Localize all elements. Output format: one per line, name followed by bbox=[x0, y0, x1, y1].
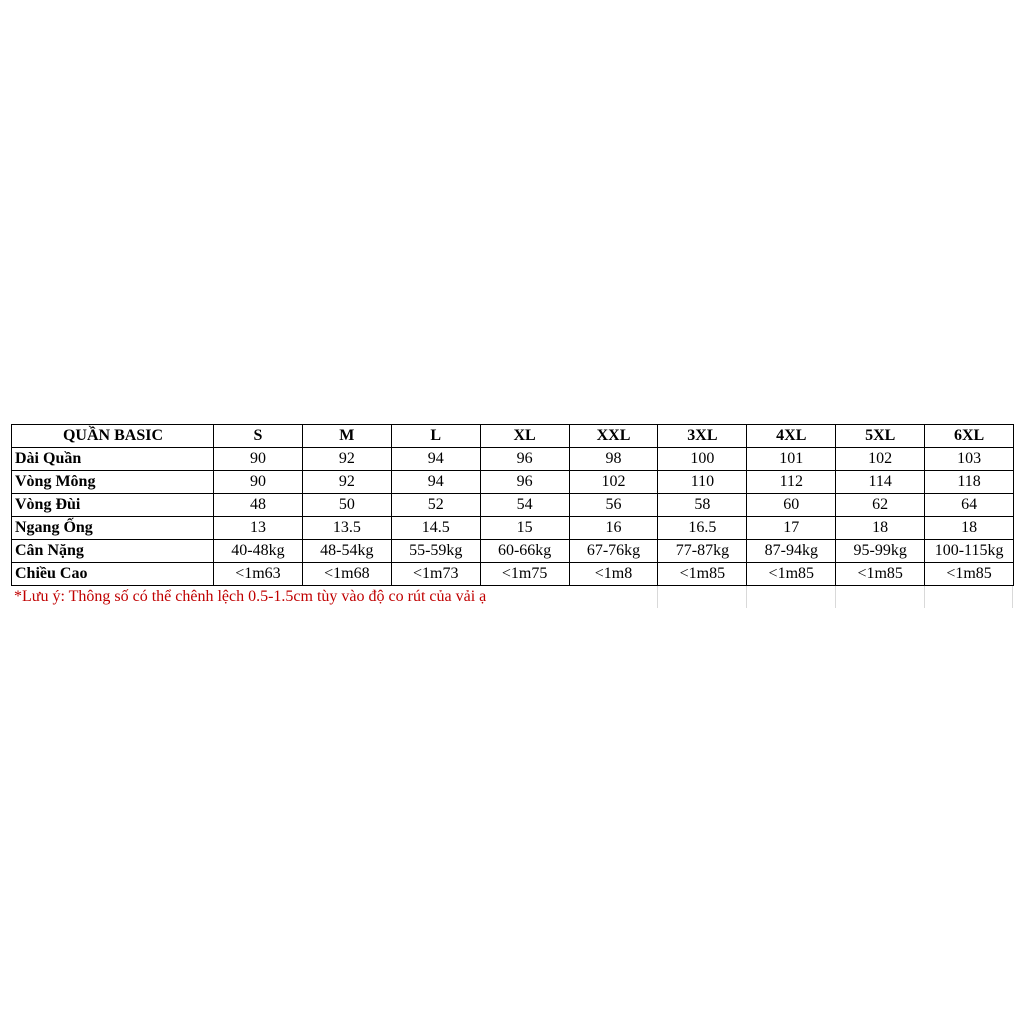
size-header-xl: XL bbox=[480, 425, 569, 448]
table-cell: <1m75 bbox=[480, 563, 569, 586]
size-header-m: M bbox=[302, 425, 391, 448]
table-cell: <1m63 bbox=[214, 563, 303, 586]
table-cell: 48-54kg bbox=[302, 540, 391, 563]
table-cell: <1m68 bbox=[302, 563, 391, 586]
table-row-can-nang bbox=[12, 540, 1014, 563]
table-cell: 54 bbox=[480, 494, 569, 517]
table-cell: 118 bbox=[925, 471, 1014, 494]
table-cell: 110 bbox=[658, 471, 747, 494]
size-header-6xl: 6XL bbox=[925, 425, 1014, 448]
row-label: Dài Quần bbox=[12, 448, 214, 471]
table-cell: 92 bbox=[302, 448, 391, 471]
table-cell: 101 bbox=[747, 448, 836, 471]
size-chart-sheet bbox=[11, 424, 1013, 608]
table-cell: 92 bbox=[302, 471, 391, 494]
table-cell: 77-87kg bbox=[658, 540, 747, 563]
table-cell: <1m85 bbox=[747, 563, 836, 586]
table-row-vong-dui bbox=[12, 494, 1014, 517]
row-label: Ngang Ống bbox=[12, 517, 214, 540]
table-cell: 14.5 bbox=[391, 517, 480, 540]
table-cell: <1m8 bbox=[569, 563, 658, 586]
table-cell: 94 bbox=[391, 448, 480, 471]
table-cell: 52 bbox=[391, 494, 480, 517]
table-cell: 114 bbox=[836, 471, 925, 494]
table-header-row bbox=[12, 425, 1014, 448]
table-cell: 17 bbox=[747, 517, 836, 540]
table-cell: 98 bbox=[569, 448, 658, 471]
table-cell: 100-115kg bbox=[925, 540, 1014, 563]
row-label: Vòng Mông bbox=[12, 471, 214, 494]
table-cell: 62 bbox=[836, 494, 925, 517]
size-header-4xl: 4XL bbox=[747, 425, 836, 448]
table-cell: 48 bbox=[214, 494, 303, 517]
row-label: Cân Nặng bbox=[12, 540, 214, 563]
table-cell: 50 bbox=[302, 494, 391, 517]
table-cell: 16 bbox=[569, 517, 658, 540]
table-row-vong-mong bbox=[12, 471, 1014, 494]
table-row-ngang-ong bbox=[12, 517, 1014, 540]
shrinkage-note: *Lưu ý: Thông số có thể chênh lệch 0.5-1.5cm tùy vào độ co rút của vải ạ bbox=[14, 586, 488, 608]
table-cell: 90 bbox=[214, 471, 303, 494]
size-header-5xl: 5XL bbox=[836, 425, 925, 448]
table-cell: <1m85 bbox=[925, 563, 1014, 586]
table-cell: 56 bbox=[569, 494, 658, 517]
table-cell: 18 bbox=[925, 517, 1014, 540]
table-title: QUẦN BASIC bbox=[12, 425, 214, 448]
table-cell: 64 bbox=[925, 494, 1014, 517]
table-cell: 67-76kg bbox=[569, 540, 658, 563]
size-chart-table bbox=[11, 424, 1014, 586]
table-cell: 94 bbox=[391, 471, 480, 494]
table-cell: 96 bbox=[480, 471, 569, 494]
table-cell: 15 bbox=[480, 517, 569, 540]
table-cell: 16.5 bbox=[658, 517, 747, 540]
table-cell: 102 bbox=[569, 471, 658, 494]
table-cell: 100 bbox=[658, 448, 747, 471]
table-cell: 58 bbox=[658, 494, 747, 517]
table-cell: 87-94kg bbox=[747, 540, 836, 563]
table-cell: 95-99kg bbox=[836, 540, 925, 563]
table-cell: 90 bbox=[214, 448, 303, 471]
table-cell: 40-48kg bbox=[214, 540, 303, 563]
table-cell: 112 bbox=[747, 471, 836, 494]
table-cell: 13 bbox=[214, 517, 303, 540]
table-cell: <1m85 bbox=[836, 563, 925, 586]
size-header-l: L bbox=[391, 425, 480, 448]
table-cell: 18 bbox=[836, 517, 925, 540]
size-header-xxl: XXL bbox=[569, 425, 658, 448]
row-label: Vòng Đùi bbox=[12, 494, 214, 517]
table-row-dai-quan bbox=[12, 448, 1014, 471]
table-cell: 96 bbox=[480, 448, 569, 471]
table-cell: 102 bbox=[836, 448, 925, 471]
size-header-3xl: 3XL bbox=[658, 425, 747, 448]
table-cell: 13.5 bbox=[302, 517, 391, 540]
table-cell: 55-59kg bbox=[391, 540, 480, 563]
table-cell: 60-66kg bbox=[480, 540, 569, 563]
row-label: Chiều Cao bbox=[12, 563, 214, 586]
size-header-s: S bbox=[214, 425, 303, 448]
table-cell: 103 bbox=[925, 448, 1014, 471]
table-cell: 60 bbox=[747, 494, 836, 517]
table-cell: <1m73 bbox=[391, 563, 480, 586]
note-row bbox=[11, 586, 1013, 608]
table-cell: <1m85 bbox=[658, 563, 747, 586]
table-row-chieu-cao bbox=[12, 563, 1014, 586]
